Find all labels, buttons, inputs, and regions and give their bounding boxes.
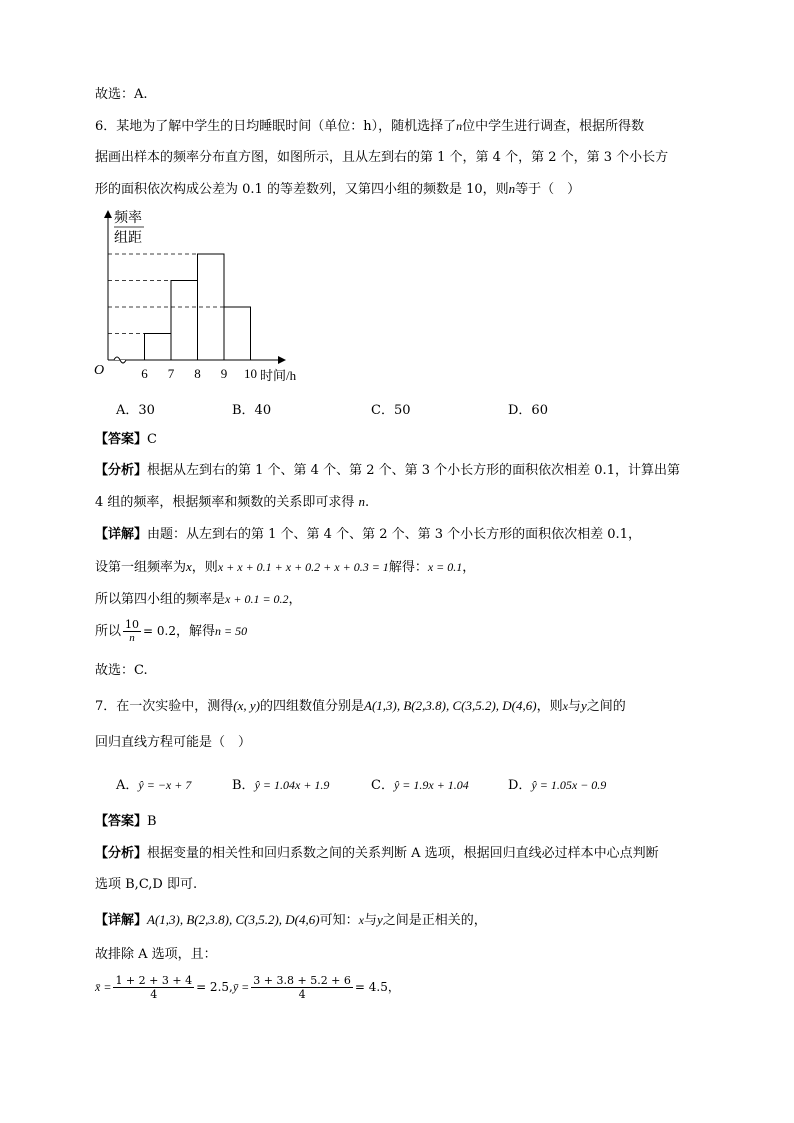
answer-tag: 【答案】 — [95, 814, 148, 829]
var-y: y — [580, 698, 587, 713]
q6-option-c: C．50 — [371, 403, 411, 418]
equation: = 0.2 — [143, 624, 176, 638]
denominator: 4 — [150, 988, 158, 1001]
numerator: 1 + 2 + 3 + 4 — [115, 974, 193, 987]
option-label: A． — [116, 778, 139, 793]
q6-final: 故选：C. — [95, 663, 148, 678]
q7-line-2: 回归直线方程可能是（ ） — [95, 735, 252, 750]
q6-detail-2 — [95, 558, 475, 577]
equation: x + 0.1 = 0.2 — [225, 592, 289, 606]
result: = 4.5， — [354, 980, 400, 994]
equation: n = 50 — [214, 624, 248, 638]
q6-analysis-1 — [95, 462, 680, 480]
answer-tag: 【答案】 — [95, 432, 148, 447]
q7-analysis-2: 选项 B,C,D 即可. — [95, 877, 198, 892]
detail-text: 由题：从左到右的第 1 个、第 4 个、第 2 个、第 3 个小长方形的面积依次相差 0.1， — [147, 527, 641, 542]
q6-detail-3 — [95, 590, 302, 609]
q7-option-a — [116, 774, 191, 793]
detail-text: ， — [288, 592, 302, 607]
detail-tag: 【详解】 — [95, 913, 148, 928]
q6-detail-4 — [95, 616, 247, 647]
x-tick-label: 9 — [220, 366, 228, 381]
q6-text: 等于（ ） — [515, 182, 581, 197]
x-label: 时间/h — [260, 368, 297, 383]
var-n: n — [508, 181, 516, 196]
x-tick-label: 8 — [194, 366, 201, 381]
q6-answer — [95, 431, 157, 449]
axis-break — [114, 357, 126, 363]
y-label-top: 频率 — [114, 211, 142, 226]
var-n: n — [358, 494, 366, 509]
q6-detail-1 — [95, 526, 641, 544]
detail-text: 解得： — [388, 560, 428, 575]
option-equation: ŷ = −x + 7 — [138, 778, 192, 792]
detail-tag: 【详解】 — [95, 527, 148, 542]
var-x: x — [358, 913, 364, 927]
mean-x: x̄ = — [95, 980, 112, 994]
detail-text: 之间是正相关的， — [382, 913, 487, 928]
result: = 2.5, — [196, 980, 233, 994]
q7-detail-3 — [95, 972, 400, 1003]
detail-text: ，解得 — [175, 624, 215, 639]
q7-option-d — [508, 774, 606, 793]
mean-y: ȳ = — [232, 980, 250, 994]
detail-text: 所以 — [95, 624, 122, 639]
answer-value: B — [147, 814, 157, 829]
equation: x = 0.1 — [427, 560, 463, 574]
var-n: n — [456, 119, 463, 133]
q7-line-1 — [95, 697, 626, 716]
q7-detail-2: 故排除 A 选项，且： — [95, 947, 217, 962]
detail-text: 可知： — [319, 913, 359, 928]
analysis-text: 4 组的频率，根据频率和频数的关系即可求得 — [95, 495, 355, 510]
origin-label: O — [94, 363, 105, 378]
q6-text: 形的面积依次构成公差为 0.1 的等差数列，又第四小组的频数是 10，则 — [95, 182, 509, 197]
q6-option-d: D．60 — [508, 403, 548, 418]
frequency-histogram — [88, 206, 318, 384]
q7-detail-1 — [95, 911, 487, 930]
detail-text: 所以第四小组的频率是 — [95, 592, 226, 607]
equation: x + x + 0.1 + x + 0.2 + x + 0.3 = 1 — [217, 560, 389, 574]
q6-analysis-2 — [95, 493, 369, 512]
q7-text: 的四组数值分别是 — [259, 699, 364, 714]
option-label: C． — [371, 778, 394, 793]
denominator: 4 — [298, 988, 306, 1001]
detail-text: ，则 — [191, 560, 218, 575]
y-label-bottom: 组距 — [114, 231, 142, 246]
var-x: x — [562, 699, 568, 713]
var-y: y — [376, 912, 383, 927]
analysis-tag: 【分析】 — [95, 846, 148, 861]
q7-text: 与 — [567, 699, 581, 714]
detail-text: 设第一组频率为 — [95, 560, 187, 575]
q6-line-3 — [95, 180, 580, 199]
x-tick-label: 6 — [141, 366, 148, 381]
detail-text: 与 — [363, 913, 377, 928]
option-equation: ŷ = 1.9x + 1.04 — [393, 778, 469, 792]
period: . — [365, 495, 370, 510]
equation: A(1,3), B(2,3.8), C(3,5.2), D(4,6) — [364, 698, 537, 713]
equation: A(1,3), B(2,3.8), C(3,5.2), D(4,6) — [147, 912, 320, 927]
q7-text: 之间的 — [586, 699, 626, 714]
equation: (x, y) — [233, 698, 260, 713]
q7-analysis-1 — [95, 845, 659, 863]
q6-text: 位中学生进行调查，根据所得数 — [462, 119, 645, 134]
x-tick-label: 7 — [167, 366, 175, 381]
numerator: 10 — [125, 618, 140, 631]
histogram-bar — [171, 281, 198, 361]
option-label: D． — [508, 778, 532, 793]
q7-text: ，则 — [536, 699, 563, 714]
q6-option-b: B．40 — [232, 403, 272, 418]
q7-answer — [95, 813, 157, 831]
analysis-text: 根据变量的相关性和回归系数之间的关系判断 A 选项，根据回归直线必过样本中心点判断 — [147, 846, 659, 861]
q6-text: 6．某地为了解中学生的日均睡眠时间（单位：h），随机选择了 — [95, 119, 457, 134]
q7-text: 7．在一次实验中，测得 — [95, 699, 234, 714]
histogram-bar — [224, 307, 251, 360]
denominator: n — [129, 632, 135, 644]
x-tick-label: 10 — [244, 366, 257, 381]
histogram-bar — [145, 334, 172, 361]
q6-line-1 — [95, 117, 644, 136]
answer-value: C — [147, 432, 157, 447]
numerator: 3 + 3.8 + 5.2 + 6 — [253, 974, 351, 987]
fraction — [113, 974, 194, 1001]
fraction — [123, 618, 141, 645]
q6-line-2: 据画出样本的频率分布直方图，如图所示，且从左到右的第 1 个，第 4 个，第 2 个，第 3 个小长方 — [95, 150, 669, 165]
option-label: B． — [232, 778, 255, 793]
q7-option-b — [232, 774, 329, 793]
analysis-tag: 【分析】 — [95, 463, 148, 478]
option-equation: ŷ = 1.04x + 1.9 — [254, 778, 330, 792]
previous-answer: 故选：A. — [95, 87, 148, 102]
analysis-text: 根据从左到右的第 1 个、第 4 个、第 2 个、第 3 个小长方形的面积依次相差 0.1，计算出第 — [147, 463, 680, 478]
q7-option-c — [371, 774, 469, 793]
fraction — [251, 974, 353, 1001]
var-x: x — [186, 559, 192, 574]
q6-option-a: A．30 — [116, 403, 155, 418]
detail-text: ， — [462, 560, 476, 575]
option-equation: ŷ = 1.05x − 0.9 — [531, 778, 607, 792]
